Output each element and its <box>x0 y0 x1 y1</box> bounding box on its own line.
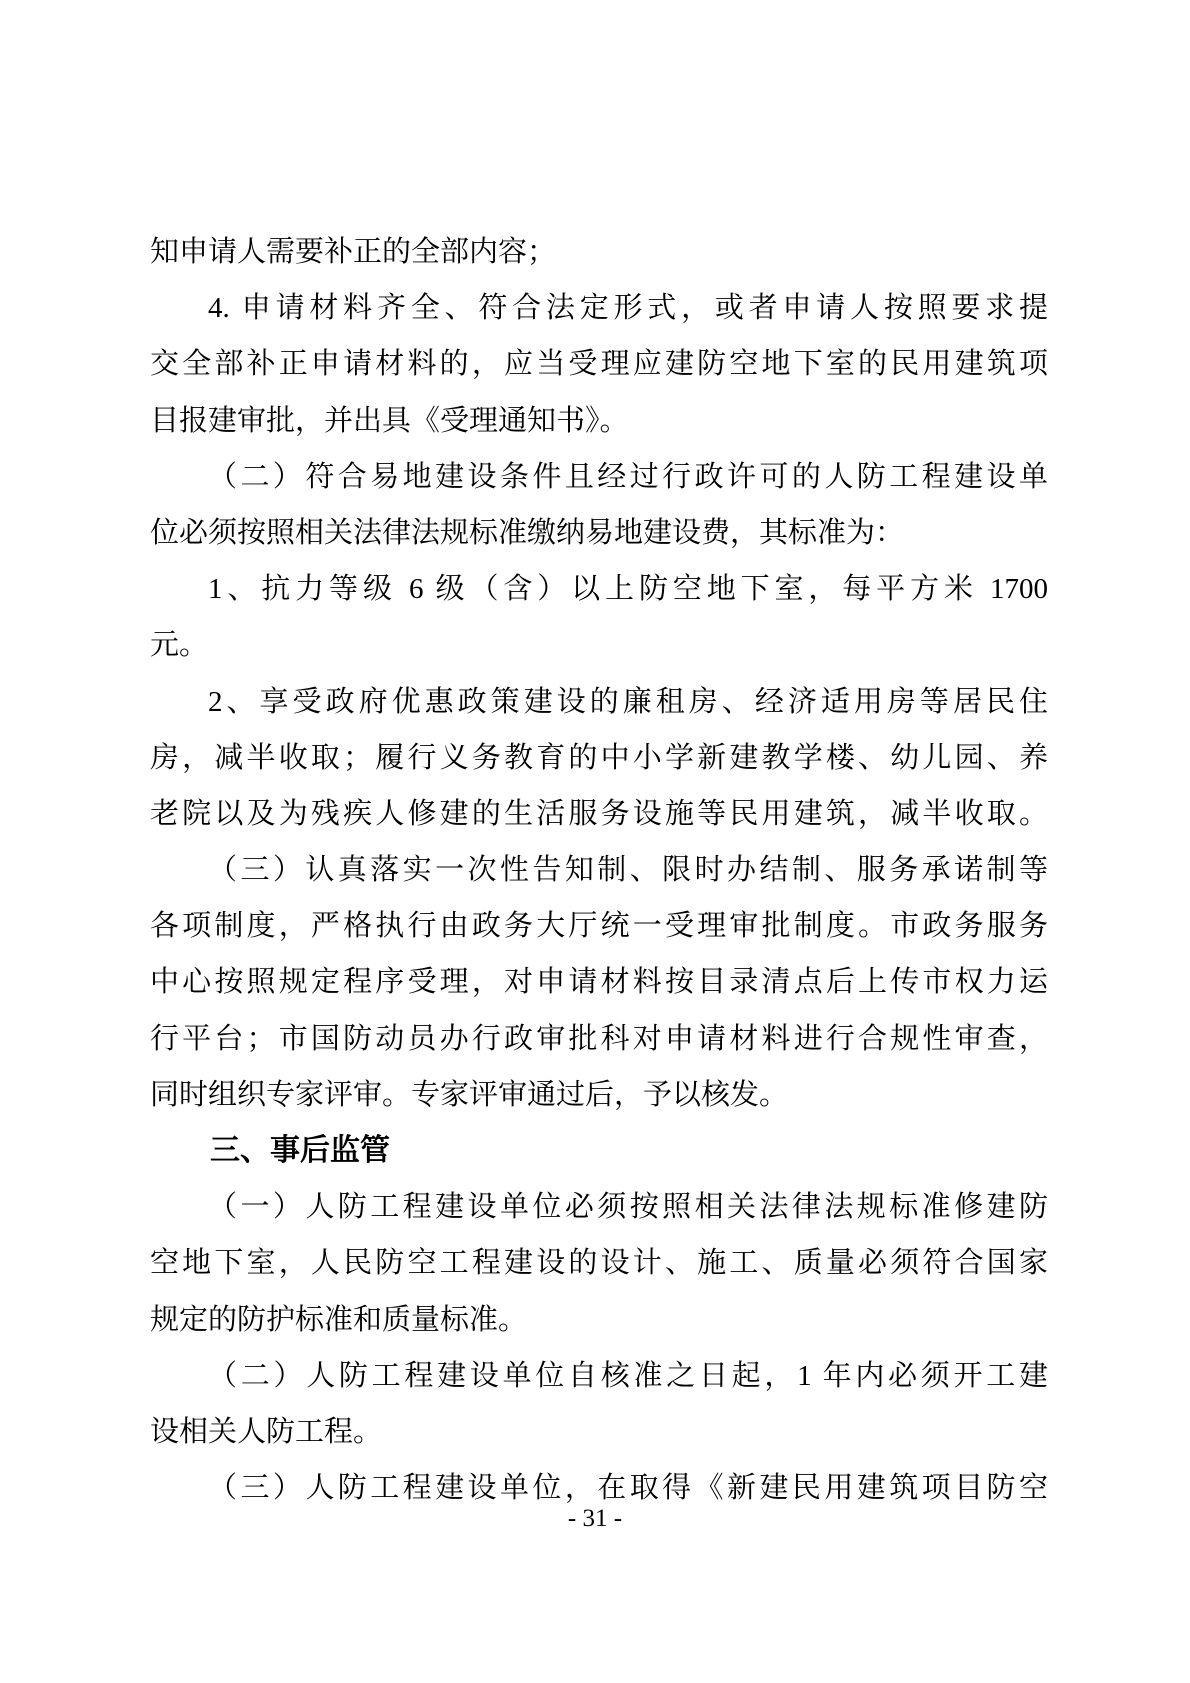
text-line: 知申请人需要补正的全部内容； <box>150 236 557 268</box>
text-line: （二）人防工程建设单位自核准之日起，1 年内必须开工建 <box>208 1359 1048 1392</box>
document-body <box>150 224 1048 1516</box>
text-line: 位必须按照相关法律法规标准缴纳易地建设费，其标准为： <box>150 516 905 549</box>
text-line: 老院以及为残疾人修建的生活服务设施等民用建筑，减半收取。 <box>150 797 1048 830</box>
text-line: （三）人防工程建设单位，在取得《新建民用建筑项目防空 <box>208 1472 1048 1505</box>
text-line: 房，减半收取；履行义务教育的中小学新建教学楼、幼儿园、养 <box>150 741 1048 774</box>
text-line: （三）认真落实一次性告知制、限时办结制、服务承诺制等 <box>208 854 1048 887</box>
text-line: 空地下室，人民防空工程建设的设计、施工、质量必须符合国家 <box>150 1247 1048 1280</box>
text-line: 元。 <box>150 629 209 662</box>
text-line: 目报建审批，并出具《受理通知书》。 <box>150 404 629 437</box>
text-line: （二）符合易地建设条件且经过行政许可的人防工程建设单 <box>208 460 1048 493</box>
text-line: 规定的防护标准和质量标准。 <box>150 1303 528 1336</box>
text-line: 设相关人防工程。 <box>150 1415 383 1448</box>
section-heading: 三、事后监管 <box>210 1134 390 1167</box>
text-line: 1、抗力等级 6 级（含）以上防空地下室，每平方米 1700 <box>208 573 1048 606</box>
text-line: 行平台；市国防动员办行政审批科对申请材料进行合规性审查， <box>150 1022 1048 1055</box>
text-line: （一）人防工程建设单位必须按照相关法律法规标准修建防 <box>208 1191 1048 1224</box>
text-line: 2、享受政府优惠政策建设的廉租房、经济适用房等居民住 <box>208 685 1048 718</box>
page-number: - 31 - <box>567 1505 623 1532</box>
text-line: 中心按照规定程序受理，对申请材料按目录清点后上传市权力运 <box>150 966 1048 999</box>
text-line: 同时组织专家评审。专家评审通过后，予以核发。 <box>150 1078 789 1111</box>
text-line: 交全部补正申请材料的，应当受理应建防空地下室的民用建筑项 <box>150 348 1048 381</box>
text-line: 4. 申请材料齐全、符合法定形式，或者申请人按照要求提 <box>208 292 1048 325</box>
text-line: 各项制度，严格执行由政务大厅统一受理审批制度。市政务服务 <box>150 910 1048 943</box>
